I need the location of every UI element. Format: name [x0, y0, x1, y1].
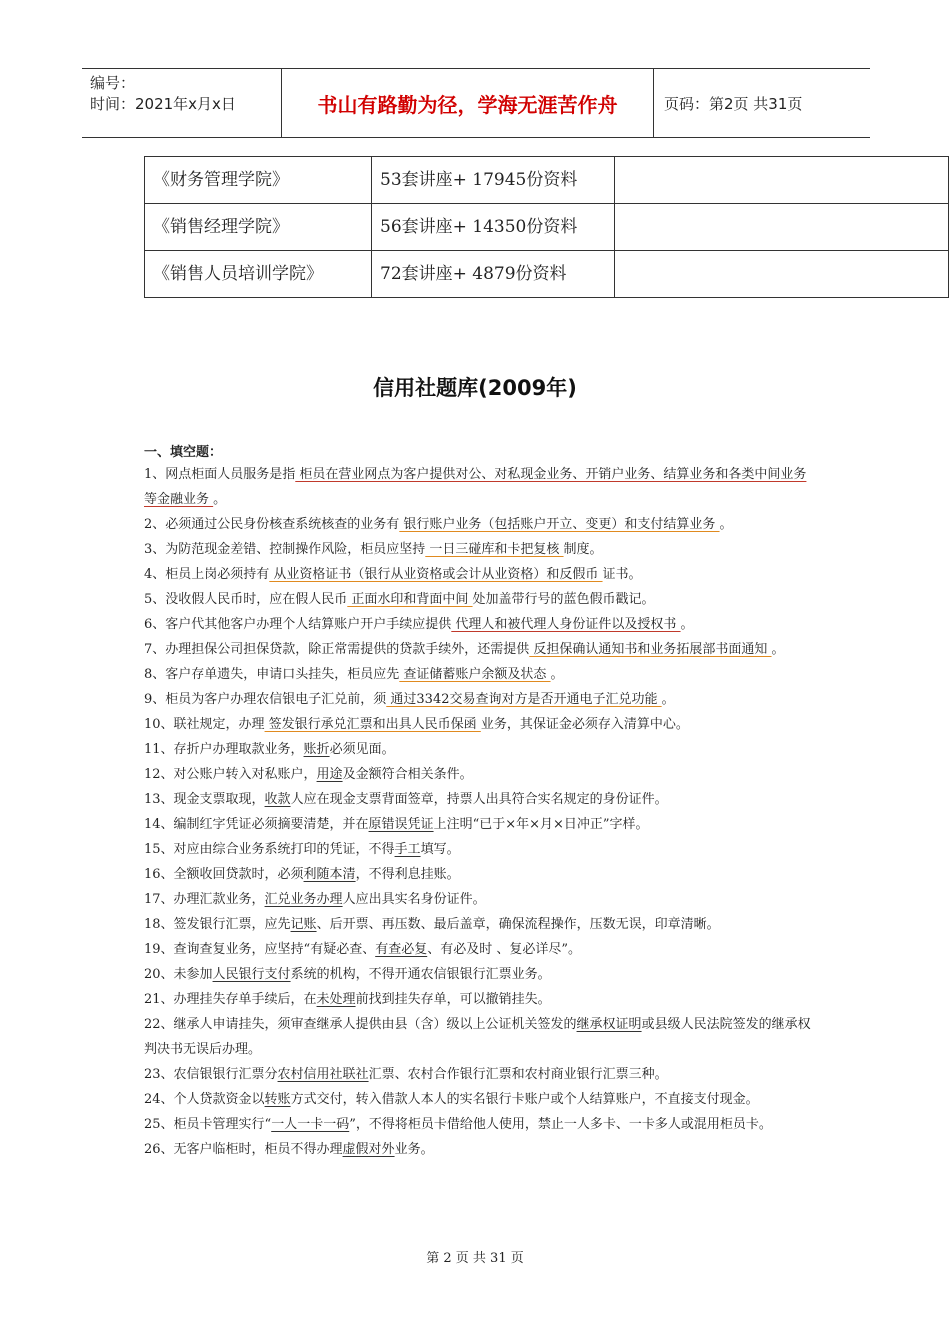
question-answer: 收款	[264, 792, 291, 807]
question-answer: 原错误凭证	[368, 817, 434, 832]
question-answer: 人民银行支付	[212, 967, 291, 982]
question-suffix: 人应在现金支票背面签章，持票人出具符合实名规定的身份证件。	[290, 792, 668, 807]
catalog-cell-name: 《销售人员培训学院》	[145, 251, 372, 298]
catalog-cell-desc: 53套讲座+ 17945份资料	[372, 157, 615, 204]
question-item	[144, 912, 814, 937]
question-prompt: 12、对公账户转入对私账户，	[144, 767, 317, 782]
question-prompt: 6、客户代其他客户办理个人结算账户开户手续应提供	[144, 617, 452, 632]
question-item	[144, 587, 814, 612]
catalog-cell-note	[615, 251, 949, 298]
header-page-info: 页码：第2页 共31页	[664, 94, 803, 113]
question-suffix: 、有必及时 、复必详尽”。	[427, 942, 581, 957]
question-item	[144, 837, 814, 862]
question-item	[144, 1087, 814, 1112]
question-answer: 继承权证明	[576, 1017, 642, 1032]
question-answer: 有查必复	[375, 942, 428, 957]
question-prompt: 14、编制红字凭证必须摘要清楚，并在	[144, 817, 369, 832]
question-item	[144, 762, 814, 787]
question-answer: 手工	[394, 842, 421, 857]
catalog-cell-note	[615, 157, 949, 204]
question-answer: 用途	[316, 767, 343, 782]
question-answer: 未处理	[316, 992, 356, 1007]
question-prompt: 21、办理挂失存单手续后，在	[144, 992, 317, 1007]
question-suffix: 及金额符合相关条件。	[342, 767, 473, 782]
question-answer: 记账	[290, 917, 317, 932]
question-suffix: 、后开票、再压数、最后盖章，确保流程操作，压数无误，印章清晰。	[316, 917, 720, 932]
question-suffix: 必须见面。	[329, 742, 395, 757]
question-suffix: 制度。	[563, 542, 603, 557]
question-prompt: 17、办理汇款业务，	[144, 892, 265, 907]
catalog-cell-note	[615, 204, 949, 251]
question-prompt: 9、柜员为客户办理农信银电子汇兑前，须	[144, 692, 387, 707]
question-answer: 账折	[303, 742, 330, 757]
page-header	[82, 68, 870, 138]
question-suffix: 上注明“已于×年×月×日冲正”字样。	[433, 817, 649, 832]
question-prompt: 22、继承人申请挂失，须审查继承人提供由县（含）级以上公证机关签发的	[144, 1017, 577, 1032]
question-suffix: 填写。	[420, 842, 460, 857]
question-item	[144, 1112, 814, 1137]
question-item	[144, 662, 814, 687]
question-suffix: 。	[719, 517, 733, 532]
question-answer: 一日三碰库和卡把复核	[425, 542, 564, 557]
question-suffix: 业务。	[394, 1142, 434, 1157]
question-item	[144, 987, 814, 1012]
question-prompt: 25、柜员卡管理实行“	[144, 1117, 272, 1132]
question-answer: 查证储蓄账户余额及状态	[399, 667, 551, 682]
page-footer: 第 2 页 共 31 页	[426, 1251, 524, 1266]
question-item	[144, 862, 814, 887]
question-prompt: 4、柜员上岗必须持有	[144, 567, 270, 582]
question-answer: 利随本清	[303, 867, 356, 882]
question-prompt: 5、没收假人民币时，应在假人民币	[144, 592, 348, 607]
question-answer: 代理人和被代理人身份证件以及授权书	[451, 617, 681, 632]
document-title: 信用社题库(2009年)	[373, 376, 577, 400]
question-prompt: 7、办理担保公司担保贷款，除正常需提供的贷款手续外，还需提供	[144, 642, 530, 657]
question-item	[144, 562, 814, 587]
question-prompt: 10、联社规定，办理	[144, 717, 265, 732]
question-answer: 柜员在营业网点为客户提供对公、对私现金业务、开销户业务、结算业务和各类中间业务等金融业务	[144, 467, 807, 507]
question-item	[144, 712, 814, 737]
question-suffix: 汇票、农村合作银行汇票和农村商业银行汇票三种。	[368, 1067, 668, 1082]
question-prompt: 16、全额收回贷款时，必须	[144, 867, 304, 882]
question-prompt: 13、现金支票取现，	[144, 792, 265, 807]
question-item	[144, 612, 814, 637]
catalog-row	[145, 204, 949, 251]
question-item	[144, 887, 814, 912]
question-item	[144, 462, 814, 512]
catalog-row	[145, 157, 949, 204]
question-suffix: 。	[680, 617, 694, 632]
question-answer: 签发银行承兑汇票和出具人民币保函	[264, 717, 481, 732]
question-item	[144, 1062, 814, 1087]
catalog-cell-name: 《财务管理学院》	[145, 157, 372, 204]
code-label: 编号：	[90, 74, 136, 92]
question-item	[144, 687, 814, 712]
header-motto: 书山有路勤为径，学海无涯苦作舟	[282, 69, 654, 137]
question-prompt: 2、必须通过公民身份核查系统核查的业务有	[144, 517, 400, 532]
question-item	[144, 537, 814, 562]
question-item	[144, 637, 814, 662]
question-suffix: 或县级人民法院签发的继承权判决书无误后办理。	[144, 1017, 811, 1057]
question-prompt: 24、个人贷款资金以	[144, 1092, 265, 1107]
question-suffix: 方式交付，转入借款人本人的实名银行卡账户或个人结算账户，不直接支付现金。	[290, 1092, 759, 1107]
question-suffix: 。	[213, 492, 227, 507]
question-answer: 一人一卡一码	[271, 1117, 350, 1132]
question-prompt: 3、为防范现金差错、控制操作风险，柜员应坚持	[144, 542, 426, 557]
question-suffix: ”，不得将柜员卡借给他人使用，禁止一人多卡、一卡多人或混用柜员卡。	[349, 1117, 772, 1132]
catalog-cell-name: 《销售经理学院》	[145, 204, 372, 251]
question-suffix: 业务，其保证金必须存入清算中心。	[480, 717, 689, 732]
question-prompt: 8、客户存单遗失，申请口头挂失，柜员应先	[144, 667, 400, 682]
question-answer: 正面水印和背面中间	[347, 592, 473, 607]
question-item	[144, 1012, 814, 1062]
question-prompt: 15、对应由综合业务系统打印的凭证，不得	[144, 842, 395, 857]
question-item	[144, 1137, 814, 1162]
question-answer: 通过3342交易查询对方是否开通电子汇兑功能	[386, 692, 662, 707]
question-answer: 虚假对外	[342, 1142, 395, 1157]
question-item	[144, 812, 814, 837]
question-suffix: ，不得利息挂账。	[355, 867, 460, 882]
question-item	[144, 737, 814, 762]
question-prompt: 1、网点柜面人员服务是指	[144, 467, 296, 482]
catalog-table	[144, 156, 949, 298]
section-heading: 一、填空题：	[144, 445, 223, 460]
question-answer: 转账	[264, 1092, 291, 1107]
question-suffix: 人应出具实名身份证件。	[342, 892, 486, 907]
question-prompt: 26、无客户临柜时，柜员不得办理	[144, 1142, 343, 1157]
question-answer: 从业资格证书（银行从业资格或会计从业资格）和反假币	[269, 567, 603, 582]
question-suffix: 。	[771, 642, 785, 657]
question-item	[144, 787, 814, 812]
question-item	[144, 937, 814, 962]
question-answer: 银行账户业务（包括账户开立、变更）和支付结算业务	[399, 517, 720, 532]
question-answer: 农村信用社联社	[277, 1067, 369, 1082]
date-label: 时间：2021年x月x日	[90, 95, 236, 113]
question-suffix: 系统的机构，不得开通农信银银行汇票业务。	[290, 967, 551, 982]
question-prompt: 19、查询查复业务，应坚持“有疑必查、	[144, 942, 376, 957]
question-answer: 反担保确认通知书和业务拓展部书面通知	[529, 642, 772, 657]
catalog-row	[145, 251, 949, 298]
question-prompt: 20、未参加	[144, 967, 213, 982]
question-suffix: 处加盖带行号的蓝色假币戳记。	[472, 592, 655, 607]
catalog-cell-desc: 56套讲座+ 14350份资料	[372, 204, 615, 251]
question-item	[144, 512, 814, 537]
question-prompt: 18、签发银行汇票，应先	[144, 917, 291, 932]
question-prompt: 11、存折户办理取款业务，	[144, 742, 304, 757]
question-suffix: 。	[661, 692, 675, 707]
header-meta	[82, 69, 282, 137]
catalog-cell-desc: 72套讲座+ 4879份资料	[372, 251, 615, 298]
question-list	[144, 462, 814, 1162]
question-prompt: 23、农信银银行汇票分	[144, 1067, 278, 1082]
question-suffix: 前找到挂失存单，可以撤销挂失。	[355, 992, 551, 1007]
question-item	[144, 962, 814, 987]
question-answer: 汇兑业务办理	[264, 892, 343, 907]
question-suffix: 证书。	[602, 567, 642, 582]
question-suffix: 。	[550, 667, 564, 682]
